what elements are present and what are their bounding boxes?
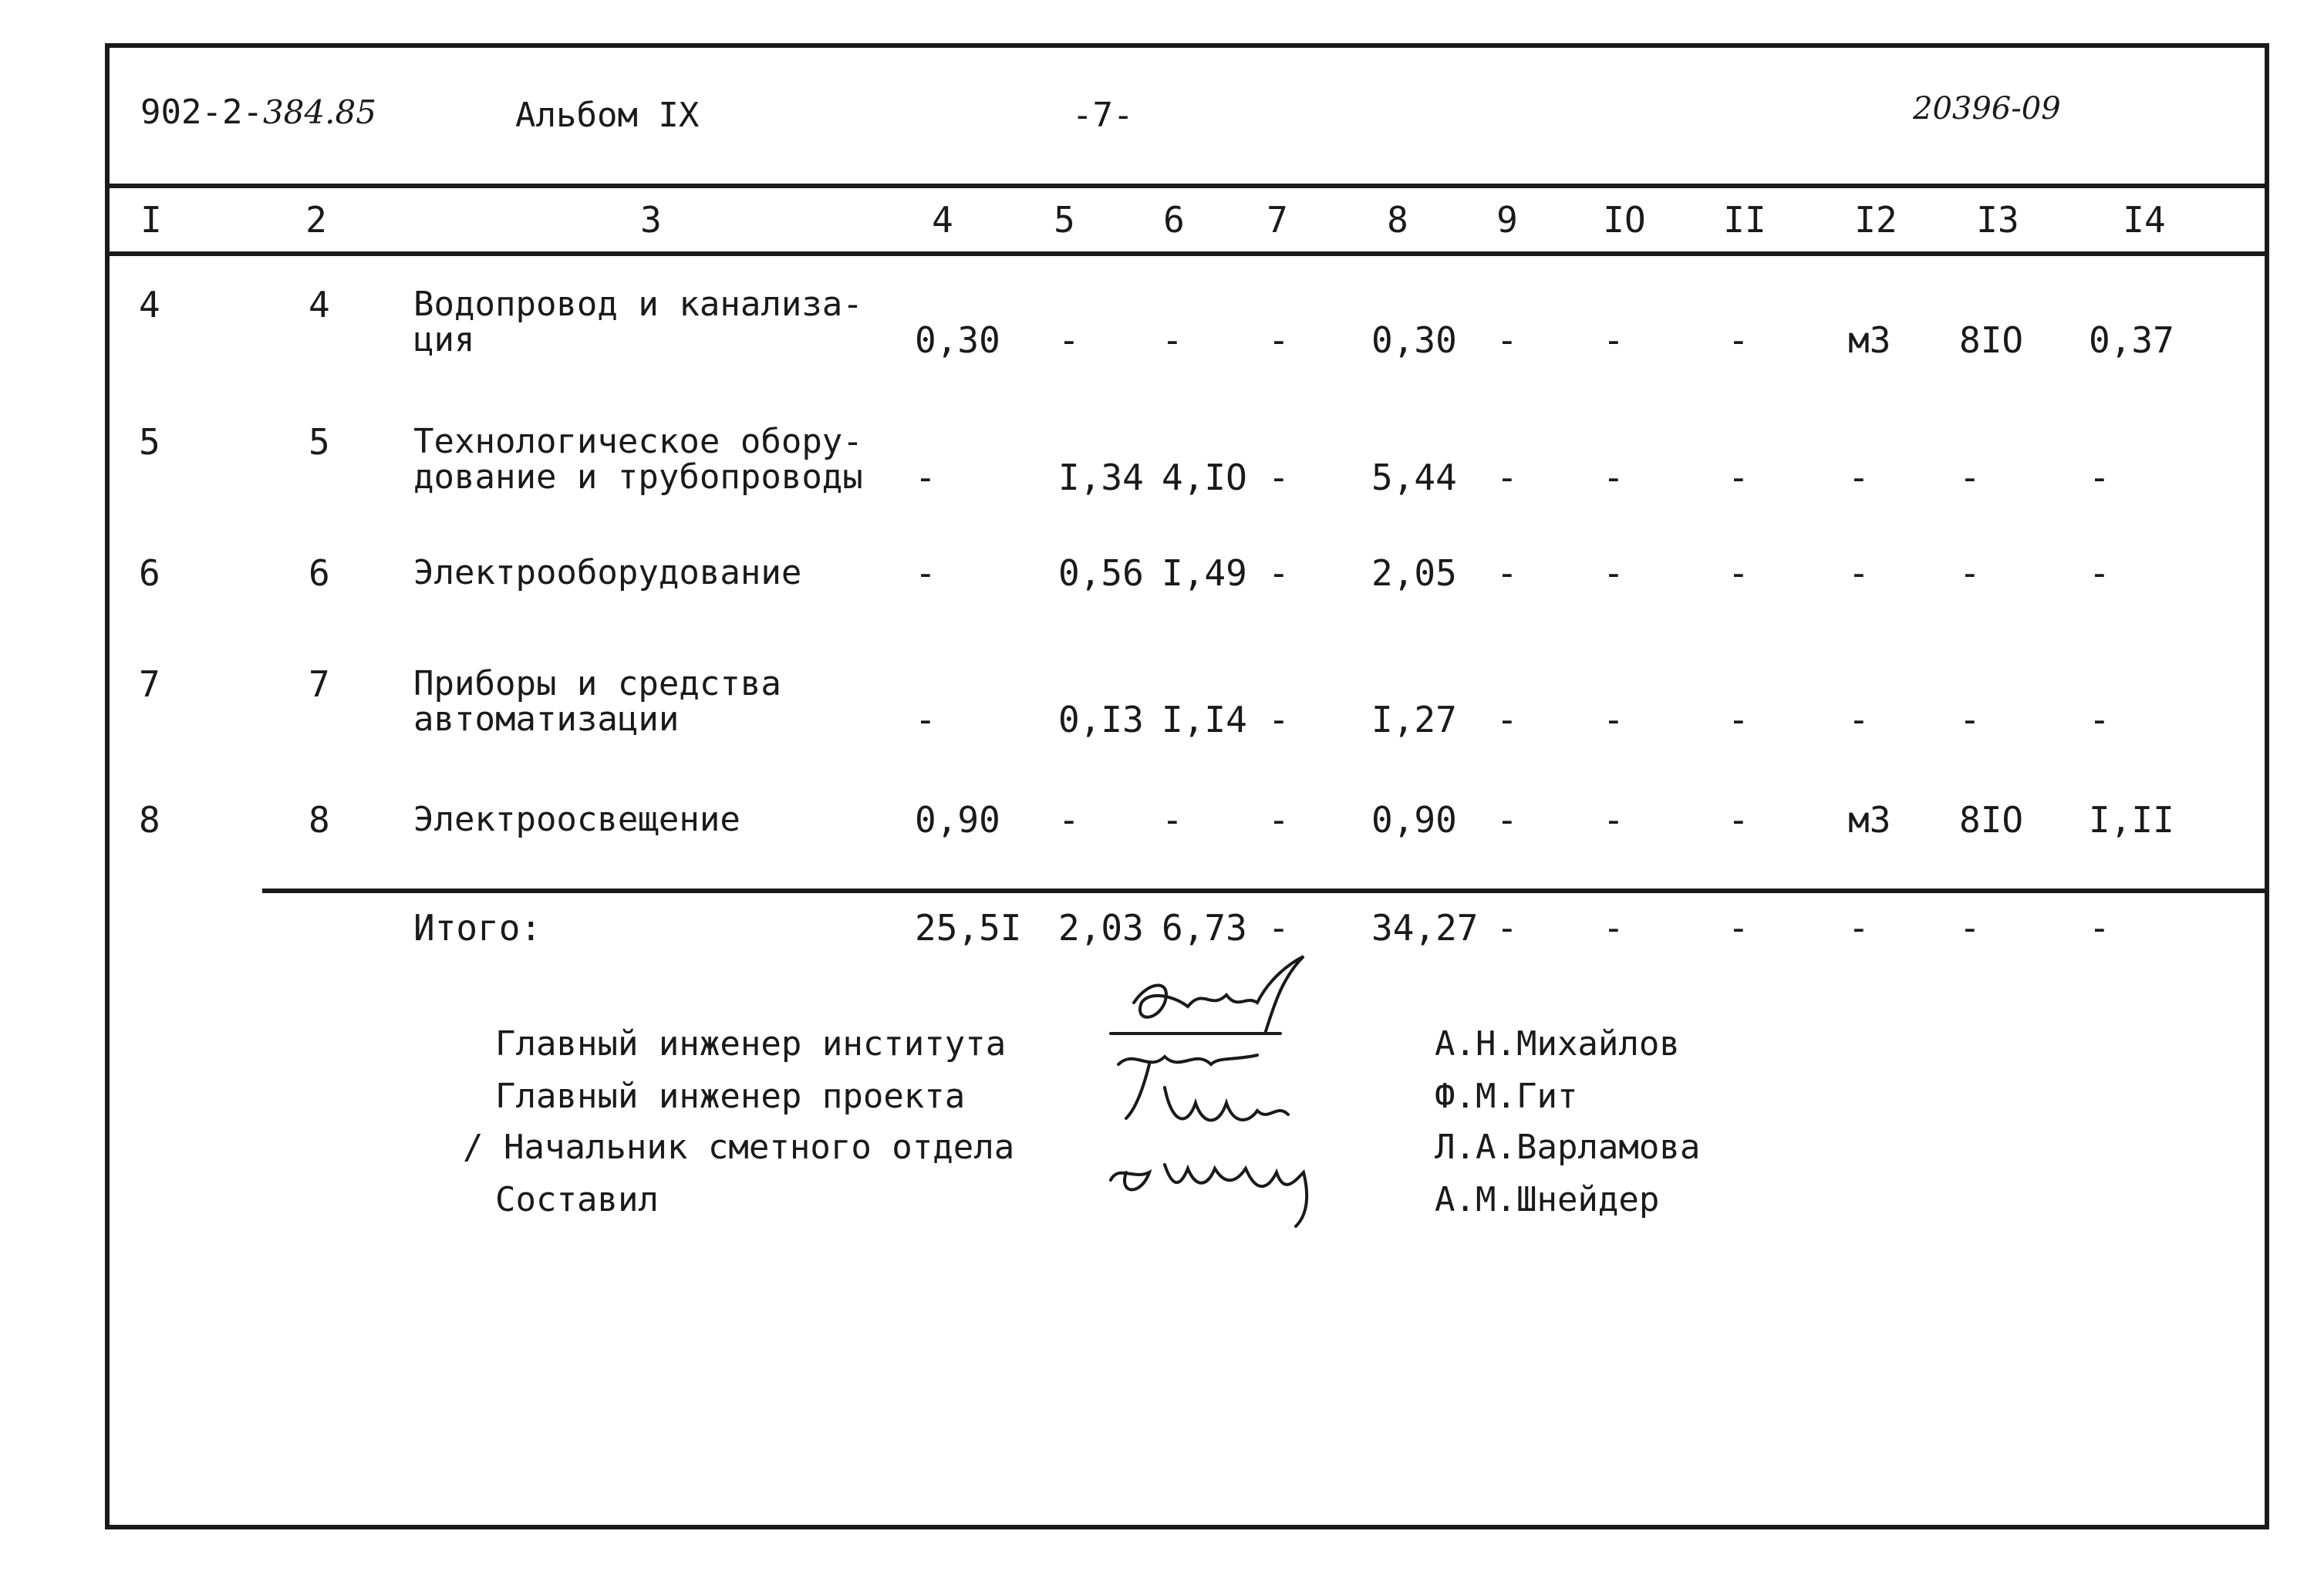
header-top-rule (105, 184, 2265, 188)
signature-name-1: А.Н.Михайлов (1435, 1024, 1680, 1064)
total-c8: 34,27 (1371, 907, 1479, 949)
total-c13: - (1959, 907, 1981, 949)
column-header-4: 4 (932, 199, 953, 241)
row-1-c6: - (1162, 319, 1183, 361)
row-name-line: Электрооборудование (413, 553, 802, 592)
row-5-c7: - (1268, 799, 1290, 841)
column-header-8: 8 (1387, 199, 1408, 241)
row-5-chapter: 8 (309, 799, 330, 841)
row-1-c13: 8IO (1959, 319, 2024, 361)
row-1-c8: 0,30 (1371, 319, 1457, 361)
row-1-chapter: 4 (309, 284, 330, 325)
total-c11: - (1728, 907, 1749, 949)
row-1-c10: - (1603, 319, 1624, 361)
column-header-14: I4 (2123, 199, 2166, 241)
row-2-c13: - (1959, 457, 1981, 498)
column-header-3: 3 (640, 199, 662, 241)
signature-name-3: Л.А.Варламова (1435, 1128, 1701, 1167)
signature-shneider (1111, 1165, 1307, 1226)
row-2-c7: - (1268, 457, 1290, 498)
row-4-c11: - (1728, 699, 1749, 740)
header-bottom-rule (105, 251, 2265, 256)
row-4-name (413, 666, 781, 737)
signature-role-4: Составил (495, 1180, 659, 1219)
row-2-c8: 5,44 (1371, 457, 1457, 498)
row-5-name (413, 802, 740, 838)
signature-name-2: Ф.М.Гит (1435, 1077, 1578, 1116)
signature-mikhailov (1134, 956, 1304, 1034)
handwritten-signatures (1103, 949, 1427, 1242)
row-4-c4: - (915, 699, 936, 740)
column-header-12: I2 (1854, 199, 1897, 241)
total-label: Итого: (413, 907, 542, 949)
row-2-chapter: 5 (309, 421, 330, 463)
row-3-c13: - (1959, 552, 1981, 594)
signature-varlamova (1126, 1064, 1288, 1121)
row-3-c9: - (1496, 552, 1518, 594)
row-5-c14: I,II (2089, 799, 2174, 841)
column-header-5: 5 (1054, 199, 1075, 241)
total-rule (262, 889, 2265, 893)
column-header-2: 2 (305, 199, 327, 241)
row-5-c12: м3 (1848, 799, 1891, 841)
row-5-c13: 8IO (1959, 799, 2024, 841)
row-3-c11: - (1728, 552, 1749, 594)
row-3-c8: 2,05 (1371, 552, 1457, 594)
album-title: Альбом IX (515, 96, 700, 135)
row-name-line: Технологическое обору- (413, 422, 863, 461)
row-5-num: 8 (139, 799, 160, 841)
total-c10: - (1603, 907, 1624, 949)
row-4-c8: I,27 (1371, 699, 1457, 740)
row-1-c12: м3 (1848, 319, 1891, 361)
row-3-num: 6 (139, 552, 160, 594)
row-3-name (413, 555, 801, 591)
row-5-c6: - (1162, 799, 1183, 841)
row-name-line: дование и трубопроводы (413, 457, 863, 497)
total-c4: 25,5I (915, 907, 1022, 949)
row-4-chapter: 7 (309, 663, 330, 705)
total-c6: 6,73 (1162, 907, 1247, 949)
row-4-c14: - (2089, 699, 2110, 740)
total-c14: - (2089, 907, 2110, 949)
row-name-line: автоматизации (413, 700, 680, 739)
row-2-c14: - (2089, 457, 2110, 498)
row-2-c11: - (1728, 457, 1749, 498)
row-3-c5: 0,56 (1058, 552, 1144, 594)
row-4-c13: - (1959, 699, 1981, 740)
row-4-c6: I,I4 (1162, 699, 1247, 740)
row-name-line: ция (413, 320, 475, 359)
row-4-num: 7 (139, 663, 160, 705)
project-code-handwritten: 384.85 (262, 93, 376, 131)
total-c12: - (1848, 907, 1870, 949)
row-1-c5: - (1058, 319, 1080, 361)
row-4-c5: 0,I3 (1058, 699, 1144, 740)
row-name-line: Приборы и средства (413, 664, 781, 703)
row-name-line: Электроосвещение (413, 800, 740, 839)
row-5-c11: - (1728, 799, 1749, 841)
column-header-10: IO (1603, 199, 1646, 241)
row-1-c14: 0,37 (2089, 319, 2174, 361)
row-1-name (413, 287, 863, 358)
signature-role-1: Главный инженер института (495, 1024, 1007, 1064)
row-4-c9: - (1496, 699, 1518, 740)
row-3-c7: - (1268, 552, 1290, 594)
column-header-11: II (1723, 199, 1766, 241)
row-4-c12: - (1848, 699, 1870, 740)
row-3-chapter: 6 (309, 552, 330, 594)
row-1-c11: - (1728, 319, 1749, 361)
row-5-c8: 0,90 (1371, 799, 1457, 841)
document-number: 20396-09 (1913, 91, 2061, 126)
row-1-num: 4 (139, 284, 160, 325)
row-5-c5: - (1058, 799, 1080, 841)
row-2-c12: - (1848, 457, 1870, 498)
row-3-c4: - (915, 552, 936, 594)
row-2-c5: I,34 (1058, 457, 1144, 498)
row-name-line: Водопровод и канализа- (413, 285, 863, 324)
row-3-c12: - (1848, 552, 1870, 594)
page-frame (105, 43, 2269, 1529)
total-c5: 2,03 (1058, 907, 1144, 949)
signature-git (1118, 1055, 1257, 1064)
row-5-c9: - (1496, 799, 1518, 841)
column-header-1: I (140, 199, 162, 241)
row-1-c7: - (1268, 319, 1290, 361)
page-number: -7- (1072, 96, 1134, 135)
total-c9: - (1496, 907, 1518, 949)
column-header-9: 9 (1496, 199, 1518, 241)
row-2-c9: - (1496, 457, 1518, 498)
signature-role-2: Главный инженер проекта (495, 1077, 966, 1116)
total-c7: - (1268, 907, 1290, 949)
row-1-c9: - (1496, 319, 1518, 361)
row-4-c10: - (1603, 699, 1624, 740)
row-2-num: 5 (139, 421, 160, 463)
signature-name-4: А.М.Шнейдер (1435, 1180, 1660, 1219)
row-4-c7: - (1268, 699, 1290, 740)
row-2-c4: - (915, 457, 936, 498)
row-5-c10: - (1603, 799, 1624, 841)
row-3-c10: - (1603, 552, 1624, 594)
row-3-c6: I,49 (1162, 552, 1247, 594)
row-2-name (413, 424, 863, 495)
row-5-c4: 0,90 (915, 799, 1000, 841)
row-3-c14: - (2089, 552, 2110, 594)
column-header-13: I3 (1976, 199, 2019, 241)
row-2-c10: - (1603, 457, 1624, 498)
row-2-c6: 4,IO (1162, 457, 1247, 498)
column-header-7: 7 (1267, 199, 1288, 241)
project-code: 902-2-384.85 (140, 93, 376, 132)
row-1-c4: 0,30 (915, 319, 1000, 361)
column-header-6: 6 (1163, 199, 1185, 241)
signature-role-3: / Начальник сметного отдела (463, 1128, 1015, 1167)
